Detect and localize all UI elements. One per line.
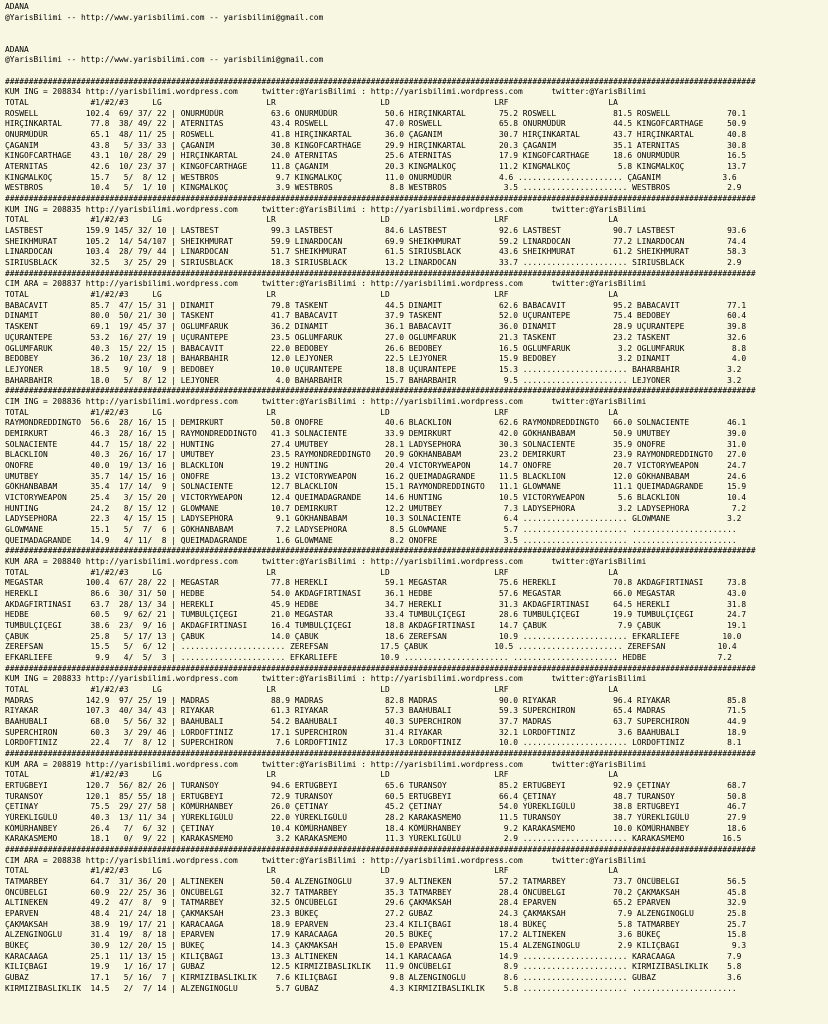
text-line: ############################################################################################################################################################## — [5, 268, 756, 278]
text-line: GUBAZ 17.1 5/ 16/ 7 | KIRMIZIBASLIKLIK 7.6 KILIÇBAGI 9.8 ALZENGINOGLU 8.6 ...................... GUBAZ 3.6 — [5, 973, 742, 983]
text-line: ROSWELL 102.4 69/ 37/ 22 | ONURMÜDÜR 63.6 ONURMÜDÜR 50.6 HIRÇINKARTAL 75.2 ROSWELL 81.5 ROSWELL 70.1 — [5, 108, 747, 118]
text-line: MEGASTAR 100.4 67/ 28/ 22 | MEGASTAR 77.8 HEREKLI 59.1 MEGASTAR 75.6 HEREKLI 70.8 AKDAGFIRTINASI 73.8 — [5, 578, 747, 588]
text-line: GLOWMANE 15.1 5/ 7/ 6 | GÖKHANBABAM 7.2 LADYSEPHORA 8.5 GLOWMANE 5.7 ...................... ...................... — [5, 524, 737, 534]
text-line: TOTAL #1/#2/#3 LG LR LD LRF LA — [5, 685, 618, 694]
text-line: HEDBE 60.5 9/ 62/ 21 | TUMBULÇIÇEGI 21.0 MEGASTAR 33.4 TUMBULÇIÇEGI 28.6 TUMBULÇIÇEGI 19.9 TUMBULÇIÇEGI 24.7 — [5, 610, 747, 620]
text-line: CIM ING = 208836 http://yarisbilimi.wordpress.com twitter:@YarisBilimi : http://yarisbilimi.wordpress.com twitter:@YarisBilimi — [5, 396, 647, 406]
text-line: YÜREKLIGÜLÜ 40.3 13/ 11/ 34 | YÜREKLIGÜLÜ 22.0 YÜREKLIGÜLÜ 28.2 KARAKASMEMO 11.5 TURANSOY 38.7 YÜREKLIGÜLÜ 27.9 — [5, 813, 747, 823]
text-line: VICTORYWEAPON 25.4 3/ 15/ 20 | VICTORYWEAPON 12.4 QUEIMADAGRANDE 14.6 HUNTING 10.5 VICTORYWEAPON 5.6 BLACKLION 10.4 — [5, 492, 747, 502]
text-line: CIM ARA = 208837 http://yarisbilimi.wordpress.com twitter:@YarisBilimi : http://yarisbilimi.wordpress.com twitter:@YarisBilimi — [5, 279, 647, 289]
text-line: ALTINEKEN 49.2 47/ 8/ 9 | TATMARBEY 32.5 ÖNCÜBELGI 29.6 ÇAKMAKSAH 28.4 EPARVEN 65.2 EPARVEN 32.9 — [5, 898, 747, 908]
text-line: BAHARBAHIR 18.0 5/ 8/ 12 | LEJYONER 4.0 BAHARBAHIR 15.7 BAHARBAHIR 9.5 ...................... LEJYONER 3.2 — [5, 375, 742, 385]
text-line: TOTAL #1/#2/#3 LG LR LD LRF LA — [5, 98, 618, 108]
text-line: HUNTING 24.2 8/ 15/ 12 | GLOWMANE 10.7 DEMIRKURT 12.2 UMUTBEY 7.3 LADYSEPHORA 3.2 LADYSEPHORA 7.2 — [5, 503, 747, 513]
text-line: QUEIMADAGRANDE 14.9 4/ 11/ 8 | QUEIMADAGRANDE 1.6 GLOWMANE 8.2 ONOFRE 3.5 ...................... ...................... — [5, 535, 737, 545]
text-line: BÜKEÇ 30.9 12/ 20/ 15 | BÜKEÇ 14.3 ÇAKMAKSAH 15.0 EPARVEN 15.4 ALZENGINOGLU 2.9 KILIÇBAGI 9.3 — [5, 941, 747, 951]
text-line: BLACKLION 40.3 26/ 16/ 17 | UMUTBEY 23.5 RAYMONDREDDINGTO 20.9 GÖKHANBABAM 23.2 DEMIRKURT 23.9 RAYMONDREDDINGTO 27.0 — [5, 450, 747, 460]
text-line: RAYMONDREDDINGTO 56.6 28/ 16/ 15 | DEMIRKURT 50.8 ONOFRE 40.6 BLACKLION 62.6 RAYMONDREDDINGTO 66.0 SOLNACIENTE 46.1 — [5, 418, 747, 428]
text-line: KINGOFCARTHAGE 43.1 10/ 28/ 29 | HIRÇINKARTAL 24.0 ATERNITAS 25.6 ATERNITAS 17.9 KINGOFCARTHAGE 18.6 ONURMÜDÜR 16.5 — [5, 151, 747, 161]
text-line: UÇURANTEPE 53.2 16/ 27/ 19 | UÇURANTEPE 23.5 OGLUMFARUK 27.0 OGLUMFARUK 21.3 TASKENT 23.2 TASKENT 32.6 — [5, 332, 747, 342]
text-line: ############################################################################################################################################################## — [5, 194, 756, 204]
text-line: @YarisBilimi -- http://www.yarisbilimi.com -- yarisbilimi@gmail.com — [5, 12, 324, 22]
text-line: LINARDOCAN 103.4 28/ 79/ 44 | LINARDOCAN 51.7 SHEIKHMURAT 61.5 SIRIUSBLACK 43.6 SHEIKHMURAT 61.2 SHEIKHMURAT 58.3 — [5, 247, 747, 257]
text-line: MADRAS 142.9 97/ 25/ 19 | MADRAS 88.9 MADRAS 82.8 MADRAS 90.0 RIYAKAR 96.4 RIYAKAR 85.8 — [5, 695, 747, 705]
text-line: TOTAL #1/#2/#3 LG LR LD LRF LA — [5, 866, 618, 876]
text-line: TOTAL #1/#2/#3 LG LR LD LRF LA — [5, 407, 618, 417]
text-line: BAAHUBALI 68.0 5/ 56/ 32 | BAAHUBALI 54.2 BAAHUBALI 40.3 SUPERCHIRON 37.7 MADRAS 63.7 SUPERCHIRON 44.9 — [5, 717, 747, 727]
text-line: ############################################################################################################################################################## — [5, 663, 756, 673]
text-line: OGLUMFARUK 40.3 15/ 22/ 15 | BABACAVIT 22.0 BEDOBEY 26.6 BEDOBEY 16.5 OGLUMFARUK 3.2 OGLUMFARUK 8.8 — [5, 343, 747, 353]
text-line: GÖKHANBABAM 35.4 17/ 14/ 9 | SOLNACIENTE 12.7 BLACKLION 15.1 RAYMONDREDDINGTO 11.1 GLOWMANE 11.1 QUEIMADAGRANDE 15.9 — [5, 482, 747, 492]
text-line: KUM ING = 208833 http://yarisbilimi.wordpress.com twitter:@YarisBilimi : http://yarisbilimi.wordpress.com twitter:@YarisBilimi — [5, 674, 647, 684]
text-line: ADANA — [5, 44, 29, 54]
text-line: ############################################################################################################################################################## — [5, 76, 756, 86]
text-line: KARAKASMEMO 18.1 0/ 9/ 22 | KARAKASMEMO 3.2 KARAKASMEMO 11.3 YÜREKLIGÜLÜ 2.9 ...................... KARAKASMEMO 16.5 — [5, 834, 742, 844]
text-line: TOTAL #1/#2/#3 LG LR LD LRF LA — [5, 770, 618, 780]
text-line: ÇETINAY 75.5 29/ 27/ 58 | KÖMÜRHANBEY 26.0 ÇETINAY 45.2 ÇETINAY 54.0 YÜREKLIGÜLÜ 38.8 ERTUGBEYI 46.7 — [5, 802, 747, 812]
text-line: ÇAGANIM 43.8 5/ 33/ 33 | ÇAGANIM 30.8 KINGOFCARTHAGE 29.9 HIRÇINKARTAL 20.3 ÇAGANIM 35.1 ATERNITAS 30.8 — [5, 140, 747, 150]
text-line: KARACAAGA 25.1 11/ 13/ 15 | KILIÇBAGI 13.3 ALTINEKEN 14.1 KARACAAGA 14.9 ...................... KARACAAGA 7.9 — [5, 951, 742, 961]
text-line: SHEIKHMURAT 105.2 14/ 54/107 | SHEIKHMURAT 59.9 LINARDOCAN 69.9 SHEIKHMURAT 59.2 LINARDOCAN 77.2 LINARDOCAN 74.4 — [5, 236, 747, 246]
text-line: KÖMÜRHANBEY 26.4 7/ 6/ 32 | ÇETINAY 10.4 KÖMÜRHANBEY 18.4 KÖMÜRHANBEY 9.2 KARAKASMEMO 10.0 KÖMÜRHANBEY 18.6 — [5, 823, 747, 833]
text-line: TOTAL #1/#2/#3 LG LR LD LRF LA — [5, 215, 618, 225]
text-line — [5, 66, 828, 77]
text-line: ALZENGINOGLU 31.4 19/ 8/ 18 | EPARVEN 17.9 KARACAAGA 20.5 BÜKEÇ 17.2 ALTINEKEN 3.6 BÜKEÇ 15.8 — [5, 930, 747, 940]
text-line: ATERNITAS 42.6 10/ 23/ 37 | KINGOFCARTHAGE 11.8 ÇAGANIM 20.3 KINGMALKOÇ 11.2 KINGMALKOÇ 5.8 KINGMALKOÇ 13.7 — [5, 162, 747, 172]
text-line: TURANSOY 120.1 85/ 55/ 18 | ERTUGBEYI 72.9 TURANSOY 60.5 ERTUGBEYI 66.4 ÇETINAY 48.7 TURANSOY 50.8 — [5, 791, 747, 801]
text-line: LORDOFTINIZ 22.4 7/ 8/ 12 | SUPERCHIRON 7.6 LORDOFTINIZ 17.3 LORDOFTINIZ 10.0 ...................... LORDOFTINIZ 8.1 — [5, 738, 742, 748]
text-line — [5, 34, 828, 45]
text-line: AKDAGFIRTINASI 63.7 28/ 13/ 34 | HEREKLI 45.9 HEDBE 34.7 HEREKLI 31.3 AKDAGFIRTINASI 64.5 HEREKLI 31.8 — [5, 599, 747, 609]
text-line: KIRMIZIBASLIKLIK 14.5 2/ 7/ 14 | ALZENGINOGLU 5.7 GUBAZ 4.3 KIRMIZIBASLIKLIK 5.8 ...................... ...................... — [5, 983, 737, 993]
text-line: @YarisBilimi -- http://www.yarisbilimi.com -- yarisbilimi@gmail.com — [5, 55, 324, 65]
text-line: ZEREFSAN 15.5 5/ 6/ 12 | ...................... ZEREFSAN 17.5 ÇABUK 10.5 ...................... ZEREFSAN 10.4 — [5, 642, 737, 652]
text-line: SOLNACIENTE 44.7 15/ 18/ 22 | HUNTING 27.4 UMUTBEY 28.1 LADYSEPHORA 30.3 SOLNACIENTE 35.9 ONOFRE 31.0 — [5, 439, 747, 449]
text-line: KILIÇBAGI 19.9 1/ 16/ 17 | GUBAZ 12.5 KIRMIZIBASLIKLIK 11.9 ÖNCÜBELGI 8.9 ...................... KIRMIZIBASLIKLIK 5.8 — [5, 962, 742, 972]
text-line: ############################################################################################################################################################## — [5, 386, 756, 396]
text-line: ############################################################################################################################################################## — [5, 845, 756, 855]
text-line: ADANA — [5, 2, 29, 11]
text-line: BABACAVIT 85.7 47/ 15/ 31 | DINAMIT 79.8 TASKENT 44.5 DINAMIT 62.6 BABACAVIT 95.2 BABACAVIT 77.1 — [5, 300, 747, 310]
text-line: SUPERCHIRON 60.3 3/ 29/ 46 | LORDOFTINIZ 17.1 SUPERCHIRON 31.4 RIYAKAR 32.1 LORDOFTINIZ 3.6 BAAHUBALI 18.9 — [5, 727, 747, 737]
text-line: DEMIRKURT 46.3 28/ 16/ 15 | RAYMONDREDDINGTO 41.3 SOLNACIENTE 33.9 DEMIRKURT 42.0 GÖKHANBABAM 50.9 UMUTBEY 39.0 — [5, 428, 747, 438]
text-line: ERTUGBEYI 120.7 56/ 82/ 26 | TURANSOY 94.6 ERTUGBEYI 65.6 TURANSOY 85.2 ERTUGBEYI 92.9 ÇETINAY 68.7 — [5, 781, 747, 791]
text-line: LEJYONER 18.5 9/ 10/ 9 | BEDOBEY 10.0 UÇURANTEPE 18.8 UÇURANTEPE 15.3 ...................... BAHARBAHIR 3.2 — [5, 364, 742, 374]
text-line: TATMARBEY 64.7 31/ 36/ 20 | ALTINEKEN 50.4 ALZENGINOGLU 37.9 ALTINEKEN 57.2 TATMARBEY 73.7 ÖNCÜBELGI 56.5 — [5, 877, 747, 887]
text-line: TOTAL #1/#2/#3 LG LR LD LRF LA — [5, 290, 618, 300]
text-line: TUMBULÇIÇEGI 38.6 23/ 9/ 16 | AKDAGFIRTINASI 16.4 TUMBULÇIÇEGI 18.8 AKDAGFIRTINASI 14.7 ÇABUK 7.9 ÇABUK 19.1 — [5, 620, 747, 630]
text-line: ÇAKMAKSAH 38.9 19/ 17/ 21 | KARACAAGA 18.9 EPARVEN 23.4 KILIÇBAGI 18.4 BÜKEÇ 5.8 TATMARBEY 25.7 — [5, 919, 747, 929]
text-line: TOTAL #1/#2/#3 LG LR LD LRF LA — [5, 567, 618, 577]
text-line: LADYSEPHORA 22.3 4/ 15/ 15 | LADYSEPHORA 9.1 GÖKHANBABAM 10.3 SOLNACIENTE 6.4 ...................... GLOWMANE 3.2 — [5, 514, 742, 524]
text-line: ############################################################################################################################################################## — [5, 546, 756, 556]
text-line: KUM ARA = 208840 http://yarisbilimi.wordpress.com twitter:@YarisBilimi : http://yarisbilimi.wordpress.com twitter:@YarisBilimi — [5, 556, 647, 566]
text-line: RIYAKAR 107.3 40/ 34/ 43 | RIYAKAR 61.3 RIYAKAR 57.3 BAAHUBALI 59.3 SUPERCHIRON 65.4 MADRAS 71.5 — [5, 706, 747, 716]
text-line: KUM ING = 208835 http://yarisbilimi.wordpress.com twitter:@YarisBilimi : http://yarisbilimi.wordpress.com twitter:@YarisBilimi — [5, 204, 647, 214]
text-line: CIM ARA = 208838 http://yarisbilimi.wordpress.com twitter:@YarisBilimi : http://yarisbilimi.wordpress.com twitter:@YarisBilimi — [5, 855, 647, 865]
text-line: SIRIUSBLACK 32.5 3/ 25/ 29 | SIRIUSBLACK 18.3 SIRIUSBLACK 13.2 LINARDOCAN 33.7 ...................... SIRIUSBLACK 2.9 — [5, 258, 742, 268]
text-line: HEREKLI 86.6 30/ 31/ 50 | HEDBE 54.0 AKDAGFIRTINASI 36.1 HEDBE 57.6 MEGASTAR 66.0 MEGASTAR 43.0 — [5, 588, 747, 598]
text-line: UMUTBEY 35.7 14/ 15/ 16 | ONOFRE 13.2 VICTORYWEAPON 16.2 QUEIMADAGRANDE 11.5 BLACKLION 12.0 GÖKHANBABAM 24.6 — [5, 471, 747, 481]
text-line — [5, 23, 828, 34]
text-line: ############################################################################################################################################################## — [5, 749, 756, 759]
text-line: HIRÇINKARTAL 77.8 38/ 49/ 22 | ATERNITAS 43.4 ROSWELL 47.0 ROSWELL 65.8 ONURMÜDÜR 44.5 KINGOFCARTHAGE 50.9 — [5, 119, 747, 129]
text-line: KUM ARA = 208819 http://yarisbilimi.wordpress.com twitter:@YarisBilimi : http://yarisbilimi.wordpress.com twitter:@YarisBilimi — [5, 759, 647, 769]
text-line: KUM ING = 208834 http://yarisbilimi.wordpress.com twitter:@YarisBilimi : http://yarisbilimi.wordpress.com twitter:@YarisBilimi — [5, 87, 647, 97]
text-line: BEDOBEY 36.2 10/ 23/ 18 | BAHARBAHIR 12.0 LEJYONER 22.5 LEJYONER 15.9 BEDOBEY 3.2 DINAMIT 4.0 — [5, 354, 747, 364]
text-line: EFKARLIEFE 9.9 4/ 5/ 3 | ...................... EFKARLIEFE 10.9 ...................... ...................... HEDBE 7.2 — [5, 652, 732, 662]
text-line: TASKENT 69.1 19/ 45/ 37 | OGLUMFARUK 36.2 DINAMIT 36.1 BABACAVIT 36.0 DINAMIT 28.9 UÇURANTEPE 39.8 — [5, 322, 747, 332]
text-line: EPARVEN 48.4 21/ 24/ 18 | ÇAKMAKSAH 23.3 BÜKEÇ 27.2 GUBAZ 24.3 ÇAKMAKSAH 7.9 ALZENGINOGLU 25.8 — [5, 909, 747, 919]
text-line: ONURMÜDÜR 65.1 48/ 11/ 25 | ROSWELL 41.8 HIRÇINKARTAL 36.0 ÇAGANIM 30.7 HIRÇINKARTAL 43.7 HIRÇINKARTAL 40.8 — [5, 130, 747, 140]
text-line: ÖNCÜBELGI 60.9 22/ 25/ 36 | ÖNCÜBELGI 32.7 TATMARBEY 35.3 TATMARBEY 28.4 ÖNCÜBELGI 70.2 ÇAKMAKSAH 45.8 — [5, 887, 747, 897]
text-line: WESTBROS 10.4 5/ 1/ 10 | KINGMALKOÇ 3.9 WESTBROS 8.8 WESTBROS 3.5 ...................... WESTBROS 2.9 — [5, 183, 742, 193]
text-line: DINAMIT 80.0 50/ 21/ 30 | TASKENT 41.7 BABACAVIT 37.9 TASKENT 52.0 UÇURANTEPE 75.4 BEDOBEY 60.4 — [5, 311, 747, 321]
text-line: KINGMALKOÇ 15.7 5/ 8/ 12 | WESTBROS 9.7 KINGMALKOÇ 11.0 ONURMÜDÜR 4.6 ...................... ÇAGANIM 3.6 — [5, 172, 737, 182]
text-line: ONOFRE 40.0 19/ 13/ 16 | BLACKLION 19.2 HUNTING 20.4 VICTORYWEAPON 14.7 ONOFRE 20.7 VICTORYWEAPON 24.7 — [5, 460, 747, 470]
text-line: ÇABUK 25.8 5/ 17/ 13 | ÇABUK 14.0 ÇABUK 18.6 ZEREFSAN 10.9 ...................... EFKARLIEFE 10.0 — [5, 631, 742, 641]
text-line: LASTBEST 159.9 145/ 32/ 10 | LASTBEST 99.3 LASTBEST 84.6 LASTBEST 92.6 LASTBEST 90.7 LASTBEST 93.6 — [5, 226, 747, 236]
